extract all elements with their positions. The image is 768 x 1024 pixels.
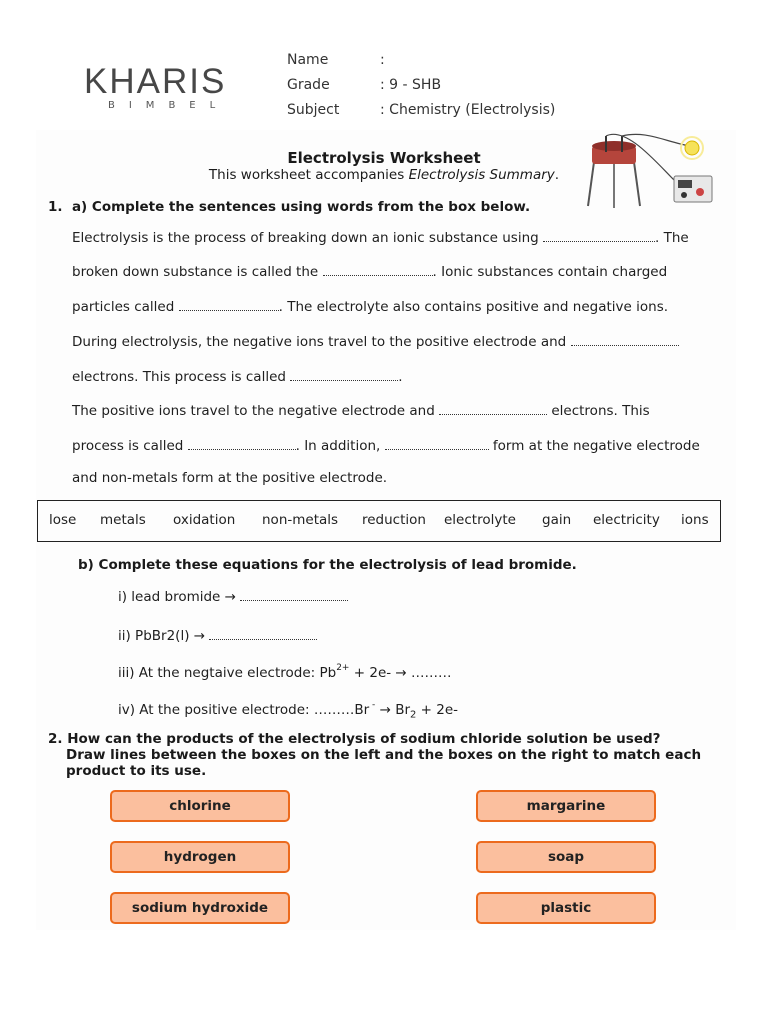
equation-4-subscript: 2 xyxy=(410,709,417,721)
equation-3-charge: 2+ xyxy=(336,663,350,673)
word-box xyxy=(37,500,721,542)
line-3-before: particles called xyxy=(72,299,179,315)
equation-2-text: ii) PbBr2(l) → xyxy=(118,628,206,644)
word-reduction: reduction xyxy=(362,512,426,528)
blank-3[interactable] xyxy=(179,297,279,311)
word-oxidation: oxidation xyxy=(173,512,236,528)
word-non-metals: non-metals xyxy=(262,512,339,528)
equation-4-charge: - xyxy=(369,700,376,710)
line-2-after: . Ionic substances contain charged xyxy=(432,264,668,280)
question-2-text xyxy=(48,731,701,779)
question-2-line-1: 2. How can the products of the electrolysis of sodium chloride solution be used? xyxy=(48,731,661,747)
equation-3-text-a: iii) At the negtaive electrode: Pb xyxy=(118,665,337,681)
match-right-margarine[interactable]: margarine xyxy=(476,790,656,822)
equation-4-text-c: + 2e- xyxy=(416,702,459,718)
word-electrolyte: electrolyte xyxy=(444,512,516,528)
word-metals: metals xyxy=(100,512,146,528)
sentence-line-1 xyxy=(72,228,689,246)
blank-8[interactable] xyxy=(385,436,489,450)
question-1a-text: a) Complete the sentences using words from the box below. xyxy=(71,199,531,215)
question-1a-heading xyxy=(48,199,530,215)
question-1b-heading: b) Complete these equations for the electrolysis of lead bromide. xyxy=(78,557,577,573)
match-right-plastic[interactable]: plastic xyxy=(476,892,656,924)
word-ions: ions xyxy=(681,512,709,528)
subtitle-prefix: This worksheet accompanies xyxy=(208,167,409,183)
sentence-line-4 xyxy=(72,332,679,350)
line-7-before: process is called xyxy=(72,438,188,454)
blank-6[interactable] xyxy=(439,401,547,415)
worksheet-title: Electrolysis Worksheet xyxy=(287,149,481,167)
line-7-middle: . In addition, xyxy=(295,438,385,454)
word-electricity: electricity xyxy=(593,512,660,528)
sentence-line-6 xyxy=(72,401,650,419)
equation-2 xyxy=(118,626,317,644)
blank-1[interactable] xyxy=(543,228,655,242)
equation-4-text-b: → Br xyxy=(375,702,411,718)
sentence-line-5 xyxy=(72,367,403,385)
line-3-after: . The electrolyte also contains positive and negative ions. xyxy=(278,299,669,315)
equation-2-blank[interactable] xyxy=(209,626,317,640)
name-value: : xyxy=(380,52,385,68)
grade-value: : 9 - SHB xyxy=(380,77,442,93)
question-1-number: 1. xyxy=(48,199,63,215)
line-7-after: form at the negative electrode xyxy=(488,438,700,454)
blank-5[interactable] xyxy=(290,367,398,381)
equation-4 xyxy=(118,702,458,721)
subject-label: Subject xyxy=(287,102,340,118)
question-2-line-2: Draw lines between the boxes on the left and the boxes on the right to match each xyxy=(66,747,702,763)
logo-word: KHARIS xyxy=(84,62,227,101)
equation-1 xyxy=(118,587,348,605)
kharis-logo xyxy=(84,58,249,124)
sentence-line-2 xyxy=(72,262,667,280)
logo-subtitle: BIMBEL xyxy=(108,100,230,111)
question-2-line-3: product to its use. xyxy=(66,763,207,779)
word-lose: lose xyxy=(49,512,77,528)
line-1-before: Electrolysis is the process of breaking down an ionic substance using xyxy=(72,230,544,246)
blank-7[interactable] xyxy=(188,436,296,450)
equation-3 xyxy=(118,665,452,681)
equation-4-text-a: iv) At the positive electrode: ………Br xyxy=(118,702,370,718)
equation-3-text-b: + 2e- → ……… xyxy=(349,665,452,681)
equation-1-blank[interactable] xyxy=(240,587,348,601)
match-right-soap[interactable]: soap xyxy=(476,841,656,873)
grade-label: Grade xyxy=(287,77,330,93)
word-gain: gain xyxy=(542,512,572,528)
sentence-line-8: and non-metals form at the positive electrode. xyxy=(72,470,388,486)
subject-value: : Chemistry (Electrolysis) xyxy=(380,102,556,118)
line-6-before: The positive ions travel to the negative electrode and xyxy=(72,403,440,419)
line-4-before: During electrolysis, the negative ions travel to the positive electrode and xyxy=(72,334,571,350)
line-1-after: . The xyxy=(655,230,689,246)
blank-2[interactable] xyxy=(323,262,433,276)
electrolysis-apparatus-icon xyxy=(586,132,716,212)
subtitle-suffix: . xyxy=(554,167,560,183)
name-label: Name xyxy=(287,52,329,68)
equation-1-text: i) lead bromide → xyxy=(118,589,236,605)
line-2-before: broken down substance is called the xyxy=(72,264,323,280)
line-5-after: . xyxy=(398,369,403,385)
sentence-line-3 xyxy=(72,297,668,315)
line-5-before: electrons. This process is called xyxy=(72,369,291,385)
blank-4[interactable] xyxy=(571,332,679,346)
line-6-after: electrons. This xyxy=(547,403,650,419)
match-left-chlorine[interactable]: chlorine xyxy=(110,790,290,822)
match-left-hydrogen[interactable]: hydrogen xyxy=(110,841,290,873)
subtitle-italic: Electrolysis Summary xyxy=(408,167,555,183)
sentence-line-7 xyxy=(72,436,700,454)
match-left-sodium-hydroxide[interactable]: sodium hydroxide xyxy=(110,892,290,924)
